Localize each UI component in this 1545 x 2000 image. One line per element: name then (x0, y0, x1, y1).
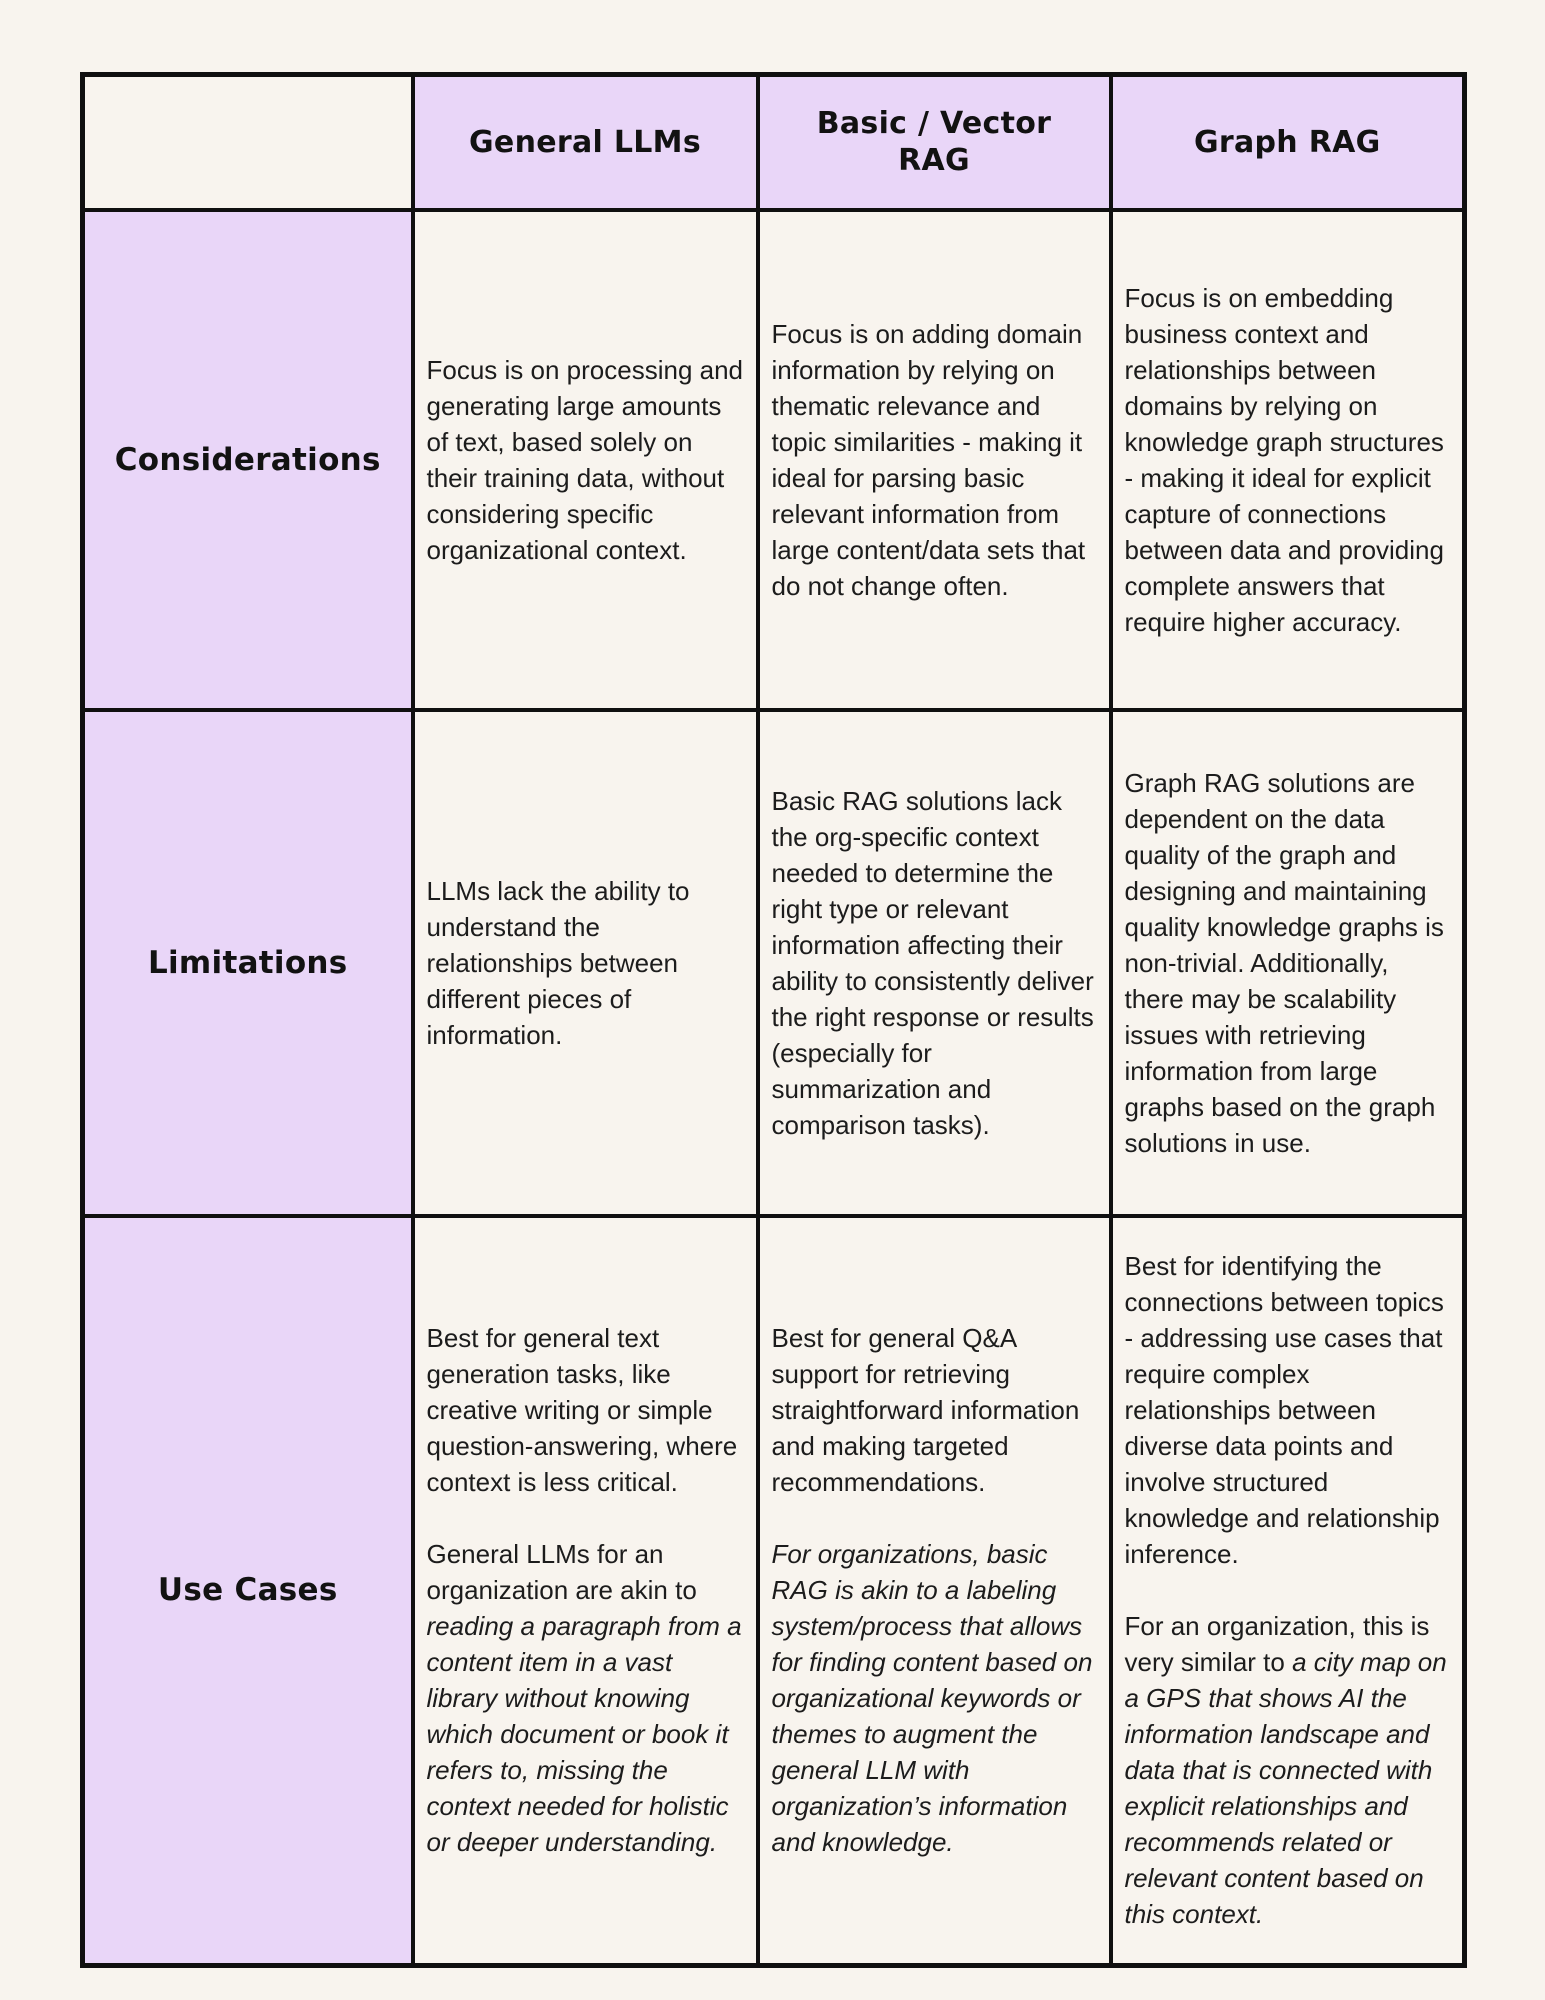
cell-limitations-general-llms (413, 710, 758, 1216)
rag-comparison-table (80, 72, 1467, 1968)
table-row-considerations (83, 210, 1465, 710)
table-row-use-cases (83, 1216, 1465, 1966)
cell-use-cases-general-llms (413, 1216, 758, 1966)
row-label-considerations: Considerations (83, 210, 413, 710)
row-label-use-cases: Use Cases (83, 1216, 413, 1966)
cell-limitations-graph-rag (1111, 710, 1465, 1216)
cell-paragraph (772, 316, 1099, 604)
cell-paragraph (1125, 765, 1453, 1161)
cell-paragraph (1125, 280, 1453, 640)
text-segment: Focus is on processing and generating large amounts of text, based solely on their training data, without considering specific organizational context. (426, 354, 744, 565)
text-segment: Basic RAG solutions lack the org-specific context needed to determine the right type or relevant information affecting their ability to consistently deliver the right response or results (especially for summarization and comparison tasks). (771, 785, 1094, 1140)
text-segment-italic: a city map on a GPS that shows AI the information landscape and data that is connected with explicit relationships and recommends related or relevant content based on this context. (1124, 1647, 1447, 1930)
text-segment: Graph RAG solutions are dependent on the data quality of the graph and designing and maintaining quality knowledge graphs is non-trivial. Additionally, there may be scalability issues with retrieving information from large graphs based on the graph solutions in use. (1124, 767, 1444, 1158)
table-row-limitations (83, 710, 1465, 1216)
cell-paragraph (1125, 1248, 1453, 1572)
text-segment: General LLMs for an organization are akin to (426, 1539, 697, 1606)
cell-paragraph (772, 1536, 1099, 1860)
cell-use-cases-basic-vector-rag (758, 1216, 1111, 1966)
comparison-table-page (80, 72, 1467, 1968)
header-row (83, 75, 1465, 210)
text-segment-italic: For organizations, basic RAG is akin to a labeling system/process that allows for finding content based on organizational keywords or themes to augment the general LLM with organization’s information and knowledge. (771, 1539, 1093, 1858)
text-segment: Best for general Q&A support for retrieving straightforward information and making targeted recommendations. (771, 1323, 1080, 1498)
cell-paragraph (1125, 1608, 1453, 1932)
cell-paragraph (427, 873, 746, 1053)
cell-paragraph (427, 1320, 746, 1500)
cell-considerations-graph-rag (1111, 210, 1465, 710)
cell-use-cases-graph-rag (1111, 1216, 1465, 1966)
cell-paragraph (772, 783, 1099, 1143)
text-segment: For an organization, this is very similar to (1124, 1611, 1430, 1678)
cell-considerations-basic-vector-rag (758, 210, 1111, 710)
cell-considerations-general-llms (413, 210, 758, 710)
cell-paragraph (427, 1536, 746, 1860)
cell-limitations-basic-vector-rag (758, 710, 1111, 1216)
text-segment: Focus is on adding domain information by relying on thematic relevance and topic similarities - making it ideal for parsing basic relevant information from large content/data sets that do not change often. (771, 318, 1086, 601)
column-header-general-llms: General LLMs (413, 75, 758, 210)
text-segment: Best for identifying the connections between topics - addressing use cases that require complex relationships between diverse data points and involve structured knowledge and relationship inference. (1124, 1251, 1444, 1570)
corner-cell (83, 75, 413, 210)
column-header-basic-vector-rag: Basic / Vector RAG (758, 75, 1111, 210)
row-label-limitations: Limitations (83, 710, 413, 1216)
cell-paragraph (427, 352, 746, 568)
text-segment-italic: reading a paragraph from a content item in a vast library without knowing which document or book it refers to, missing the context needed for holistic or deeper understanding. (426, 1611, 742, 1858)
text-segment: Best for general text generation tasks, like creative writing or simple question-answering, where context is less critical. (426, 1323, 738, 1498)
cell-paragraph (772, 1320, 1099, 1500)
column-header-graph-rag: Graph RAG (1111, 75, 1465, 210)
text-segment: LLMs lack the ability to understand the relationships between different pieces of information. (426, 875, 690, 1050)
text-segment: Focus is on embedding business context and relationships between domains by relying on knowledge graph structures - making it ideal for explicit capture of connections between data and providing complete answers that require higher accuracy. (1124, 282, 1444, 637)
